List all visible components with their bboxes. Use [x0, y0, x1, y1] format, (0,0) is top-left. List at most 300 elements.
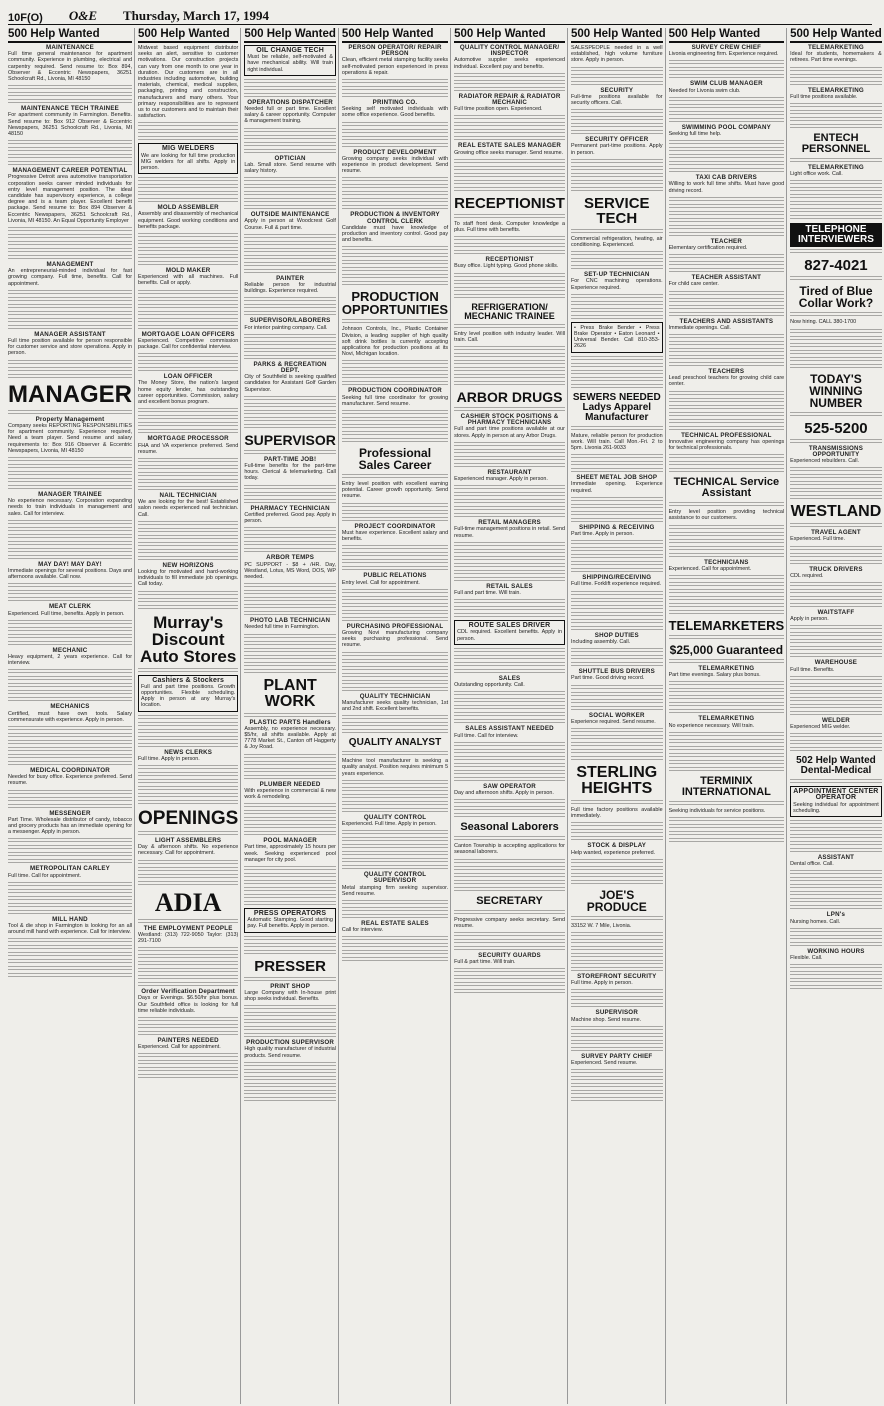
ad-body-text-lines: [571, 742, 663, 748]
ad-body-text-lines: [454, 806, 565, 812]
ad-body-text-lines: [454, 939, 565, 945]
ad-body-text-lines: [790, 683, 882, 689]
classified-ad: [8, 648, 132, 667]
ad-body-text-lines: [790, 697, 882, 703]
ad-body-text-lines: [342, 253, 448, 259]
ad-body-text-lines: [138, 521, 238, 527]
ad-body-text-lines: [342, 729, 448, 735]
ad-heading: TAXI CAB DRIVERS: [695, 174, 757, 182]
classified-ad: [790, 319, 882, 325]
ad-body-text-lines: [454, 513, 565, 519]
ad-body-text-lines: [138, 860, 238, 866]
ad-body-text-lines: [138, 722, 238, 728]
ad-body: Clean, efficient metal stamping facility seeks self-motivated person experienced in press operations & repair.: [341, 57, 449, 76]
ad-body: Dental office. Call.: [790, 861, 834, 868]
classified-ad: [244, 45, 336, 76]
classified-ad: [8, 768, 132, 787]
ad-body-text-lines: [8, 471, 132, 477]
ad-heading: ASSISTANT: [817, 854, 855, 862]
ad-body-text-lines: [571, 939, 663, 945]
ad-body-text-lines: [342, 566, 448, 572]
ad-body-text-lines: [669, 753, 785, 759]
ad-body-text-lines: [8, 733, 132, 739]
ad-body-text-lines: [138, 881, 238, 887]
ad-body-text-lines: [8, 161, 132, 167]
section-heading: 500 Help Wanted: [571, 28, 663, 43]
ad-body-text-lines: [342, 943, 448, 949]
ad-body: Experienced manager. Apply in person.: [454, 476, 548, 483]
ad-body-text-lines: [8, 590, 132, 596]
ad-body-text-lines: [571, 685, 663, 691]
ad-body-text-lines: [138, 360, 238, 366]
ad-body-text-lines: [571, 540, 663, 546]
ad-body-text-lines: [342, 417, 448, 423]
ad-body-text-lines: [454, 691, 565, 697]
ad-body-text-lines: [454, 742, 565, 748]
ad-body: Full time position open. Experienced.: [454, 106, 543, 113]
ad-body-text-lines: [138, 743, 238, 749]
ad-body-text-lines: [454, 129, 565, 135]
ad-body-text-lines: [669, 610, 785, 616]
ad-body-text-lines: [8, 374, 132, 380]
ad-body-text-lines: [790, 343, 882, 349]
ad-body-text-lines: [8, 85, 132, 91]
classified-ad: [244, 276, 336, 295]
ad-heading: SOCIAL WORKER: [588, 711, 645, 719]
ad-body-text-lines: [454, 910, 565, 916]
ad-body-text-lines: [669, 104, 785, 110]
display-ad-headline: PRODUCTION OPPORTUNITIES: [341, 289, 449, 318]
ad-body-text-lines: [8, 154, 132, 160]
ad-body: Machine tool manufacturer is seeking a quality analyst. Position requires minimum 5 years experience.: [341, 758, 449, 777]
ad-heading: MAY DAY! MAY DAY!: [38, 560, 102, 568]
ad-body-text-lines: [669, 291, 785, 297]
section-heading: 500 Help Wanted: [790, 28, 882, 43]
ad-body: Growing office seeks manager. Send resume.: [454, 149, 564, 156]
ad-body-text-lines: [244, 1005, 336, 1011]
ad-body: Must have experience. Excellent salary and benefits.: [341, 529, 449, 543]
ad-body-text-lines: [454, 360, 565, 366]
classified-ad: [244, 362, 336, 393]
ad-body-text-lines: [790, 439, 882, 445]
display-ad-headline: Murray's Discount Auto Stores: [139, 612, 237, 666]
ad-heading: NAIL TECHNICIAN: [159, 491, 217, 499]
ad-heading: WAITSTAFF: [817, 609, 855, 617]
classified-ad: [138, 205, 238, 230]
ad-heading: TELEMARKETING: [808, 86, 864, 94]
classified-ad: [790, 45, 882, 64]
classified-ad: [571, 475, 663, 494]
ad-body-text-lines: [342, 603, 448, 609]
ad-body-text-lines: [342, 205, 448, 211]
ad-body-text-lines: [790, 653, 882, 659]
ad-body-text-lines: [342, 424, 448, 430]
classified-ad: [571, 633, 663, 645]
ad-body-text-lines: [138, 779, 238, 785]
ad-body-text-lines: [454, 506, 565, 512]
ad-body-text-lines: [138, 954, 238, 960]
classified-ad: [244, 506, 336, 525]
ad-body-text-lines: [571, 598, 663, 604]
classified-ad: [342, 100, 448, 119]
ad-body-text-lines: [342, 86, 448, 92]
ad-body-text-lines: [790, 312, 882, 318]
ad-body: Metal stamping firm seeking supervisor. Send resume.: [341, 884, 449, 897]
ad-body-text-lines: [8, 669, 132, 675]
classified-ad: [8, 704, 132, 723]
ad-body-text-lines: [454, 669, 565, 675]
classified-ad: [790, 786, 882, 817]
ad-heading: SURVEY PARTY CHIEF: [581, 1052, 653, 1060]
ad-body-text-lines: [244, 1012, 336, 1018]
ad-body-text-lines: [342, 794, 448, 800]
ad-body: Entry level position providing technical assistance to our customers.: [668, 509, 785, 522]
ad-body-text-lines: [454, 166, 565, 172]
ad-heading: PRINT SHOP: [270, 982, 311, 990]
ad-body-text-lines: [790, 329, 882, 335]
ad-body-text-lines: [138, 311, 238, 317]
ad-body: Permanent part-time positions. Apply in person.: [570, 143, 663, 156]
ad-body-text-lines: [454, 777, 565, 783]
ad-body-text-lines: [342, 722, 448, 728]
ad-body: Innovative engineering company has openings for technical professionals.: [668, 438, 785, 452]
ad-body: The Money Store, the nation's largest home equity lender, has outstanding career opportunities. Commission, salary and excellent bonus program.: [138, 380, 239, 406]
ad-body: Lab. Small store. Send resume with salary history.: [244, 161, 336, 175]
ad-body-text-lines: [454, 273, 565, 279]
ad-body-text-lines: [571, 655, 663, 661]
ad-body-text-lines: [244, 541, 336, 547]
ad-body-text-lines: [8, 597, 132, 603]
ad-body-text-lines: [8, 241, 132, 247]
classified-ad: [454, 917, 565, 929]
ad-body-text-lines: [342, 858, 448, 864]
ad-body-text-lines: [669, 532, 785, 538]
ad-body-text-lines: [571, 692, 663, 698]
display-ad-headline: TECHNICAL Service Assistant: [673, 476, 780, 500]
ad-body-text-lines: [8, 311, 132, 317]
ad-body-text-lines: [244, 590, 336, 596]
ad-body-text-lines: [454, 975, 565, 981]
ad-body-text-lines: [669, 405, 785, 411]
ad-heading: PAINTERS NEEDED: [157, 1036, 219, 1044]
classified-ad: [342, 150, 448, 175]
ad-heading: TEACHERS AND ASSISTANTS: [679, 317, 774, 325]
ad-body-text-lines: [342, 267, 448, 273]
ad-heading: QUALITY CONTROL MANAGER/ INSPECTOR: [459, 44, 560, 58]
ad-body-text-lines: [342, 184, 448, 190]
ad-body-text-lines: [571, 829, 663, 835]
ad-body: Now hiring. CALL 380-1700: [790, 319, 857, 326]
ad-body-text-lines: [669, 468, 785, 474]
ad-body: Full time. Apply in person.: [570, 980, 633, 987]
ad-body-text-lines: [454, 749, 565, 755]
ad-body-text-lines: [138, 1031, 238, 1037]
classified-ad: [571, 1054, 663, 1066]
ad-body-text-lines: [138, 184, 238, 190]
ad-body: No experience necessary. Corporation expanding needs to train individuals in management and sales. Call for interview.: [8, 498, 132, 517]
ad-body-text-lines: [244, 534, 336, 540]
ad-body-text-lines: [342, 246, 448, 252]
ad-body-text-lines: [342, 552, 448, 558]
ad-body-text-lines: [790, 117, 882, 123]
classified-ad: [454, 45, 565, 70]
ad-body-text-lines: [342, 957, 448, 963]
ad-body-text-lines: [244, 943, 336, 949]
ad-heading: QUALITY TECHNICIAN: [359, 692, 431, 700]
ad-body-text-lines: [342, 474, 448, 480]
ad-body-text-lines: [244, 548, 336, 554]
ad-body-text-lines: [138, 605, 238, 611]
ad-body-text-lines: [8, 959, 132, 965]
ad-body-text-lines: [571, 989, 663, 995]
ad-body-text-lines: [342, 274, 448, 280]
ad-body-text-lines: [138, 177, 238, 183]
ad-body-text-lines: [571, 1090, 663, 1096]
display-ad-headline: PLANT WORK: [263, 676, 317, 710]
ad-body-text-lines: [790, 412, 882, 418]
classified-ad: [244, 838, 336, 863]
ad-body-text-lines: [790, 124, 882, 130]
ad-body-text-lines: [342, 503, 448, 509]
ad-body-text-lines: [244, 803, 336, 809]
ad-body-text-lines: [669, 391, 785, 397]
display-ad-headline: RECEPTIONIST: [454, 194, 565, 212]
ad-body-text-lines: [790, 596, 882, 602]
ad-body: Machine shop. Send resume.: [570, 1016, 642, 1023]
ad-heading: REAL ESTATE SALES: [361, 919, 429, 927]
ad-body-text-lines: [571, 377, 663, 383]
classified-column: [8, 28, 135, 1404]
ad-body-text-lines: [342, 360, 448, 366]
classified-ad: [669, 45, 785, 57]
ad-heading: PART-TIME JOB!: [264, 455, 317, 463]
ad-body: Tool & die shop in Farmington is looking for an all around mill hand with experience. Call for interview.: [8, 922, 132, 936]
ad-body-text-lines: [138, 556, 238, 562]
ad-body-text-lines: [454, 770, 565, 776]
ad-body-text-lines: [571, 67, 663, 73]
display-ad-headline: TERMINIX INTERNATIONAL: [681, 774, 771, 798]
ad-body-text-lines: [8, 234, 132, 240]
ad-heading: ARBOR TEMPS: [266, 554, 315, 562]
classified-ad: [342, 624, 448, 649]
ad-body: Mature, reliable person for production work. Will train. Call Mon.-Fri. 2 to 5pm. Livonia 261-9033: [570, 432, 663, 452]
ad-heading: MANAGEMENT CAREER POTENTIAL: [12, 167, 128, 175]
ad-body-text-lines: [244, 410, 336, 416]
classified-ad: [342, 758, 448, 777]
ad-body-text-lines: [138, 290, 238, 296]
ad-body-text-lines: [8, 464, 132, 470]
ad-body-text-lines: [244, 597, 336, 603]
classified-ad: [244, 1040, 336, 1059]
ad-body-text-lines: [571, 173, 663, 179]
ad-body-text-lines: [571, 1097, 663, 1103]
ad-body: Full time factory positions available immediately.: [570, 806, 663, 820]
classified-ad: [571, 322, 663, 353]
ad-heading: SHEET METAL JOB SHOP: [576, 474, 658, 482]
ad-body: Seeking individual for appointment scheduling.: [793, 801, 879, 814]
ad-body-text-lines: [342, 914, 448, 920]
ad-heading: SURVEY CREW CHIEF: [691, 44, 762, 51]
ad-body: Day & afternoon shifts. No experience necessary. Call for appointment.: [138, 844, 239, 857]
ad-body-text-lines: [669, 767, 785, 773]
ad-heading: OPERATIONS DISPATCHER: [247, 98, 333, 106]
ad-body: Manufacturer seeks quality technician, 1st and 2nd shift. Excellent benefits.: [341, 699, 449, 712]
display-ad-headline: TELEMARKETERS: [668, 618, 785, 634]
display-ad-headline: TODAY'S WINNING NUMBER: [809, 371, 863, 410]
ad-heading: MANAGER TRAINEE: [38, 490, 102, 498]
ad-body-text-lines: [244, 297, 336, 303]
classified-ad: [8, 417, 132, 454]
ad-body-text-lines: [8, 896, 132, 902]
ad-body-text-lines: [244, 775, 336, 781]
ad-body-text-lines: [669, 261, 785, 267]
ad-body-text-lines: [454, 836, 565, 842]
ad-body-text-lines: [138, 136, 238, 142]
ad-body: Nursing homes. Call.: [790, 918, 841, 925]
ad-heading: MAINTENANCE: [46, 44, 94, 51]
ad-body-text-lines: [342, 780, 448, 786]
ad-body-text-lines: [571, 591, 663, 597]
ad-body: Call for interview.: [341, 927, 383, 934]
ad-body-text-lines: [571, 735, 663, 741]
classified-ad: [8, 45, 132, 82]
ad-heading: WELDER: [821, 716, 850, 724]
ad-body-text-lines: [342, 191, 448, 197]
ad-body: Outstanding opportunity. Call.: [454, 682, 525, 689]
ad-body-text-lines: [669, 454, 785, 460]
ad-body-text-lines: [454, 880, 565, 886]
ad-body-text-lines: [138, 254, 238, 260]
ad-body: Full-time management positions in retail. Send resume.: [454, 526, 565, 539]
ad-body-text-lines: [571, 706, 663, 712]
classified-ad: [8, 562, 132, 581]
ad-body: High quality manufacturer of industrial products. Send resume.: [244, 1046, 336, 1059]
ad-body-text-lines: [244, 1090, 336, 1096]
ad-heading: TECHNICIANS: [704, 558, 749, 566]
ad-heading: MORTGAGE PROCESSOR: [147, 435, 229, 443]
ad-body-text-lines: [454, 946, 565, 952]
ad-body-text-lines: [342, 374, 448, 380]
ad-body: Entry level position with industry leader. Will train. Call.: [454, 330, 565, 343]
ad-body-text-lines: [244, 950, 336, 956]
ad-body-text-lines: [790, 495, 882, 501]
ad-heading: QUALITY CONTROL: [363, 813, 427, 821]
classified-ad: [790, 446, 882, 465]
ad-body-text-lines: [669, 596, 785, 602]
ad-body-text-lines: [8, 297, 132, 303]
ad-body-text-lines: [454, 250, 565, 256]
classified-ad: [8, 106, 132, 137]
display-ad-headline: ARBOR DRUGS: [456, 389, 563, 406]
ad-body-text-lines: [669, 831, 785, 837]
classified-ad: [342, 388, 448, 407]
classified-ad: [138, 750, 238, 762]
ad-body-text-lines: [138, 947, 238, 953]
ad-body: Full time. Apply in person.: [138, 755, 200, 762]
classified-ad: [571, 843, 663, 855]
ad-body-text-lines: [138, 191, 238, 197]
ad-body-text-lines: [454, 442, 565, 448]
classified-ad: [244, 720, 336, 751]
ad-body-text-lines: [571, 836, 663, 842]
ad-body-text-lines: [342, 559, 448, 565]
display-ad-headline: SUPERVISOR: [244, 431, 336, 448]
ad-body: Experienced. Call for appointment.: [668, 565, 752, 572]
ad-body-text-lines: [571, 1076, 663, 1082]
ad-body: Heavy equipment, 2 years experience. Call for interview.: [8, 653, 132, 667]
classified-ad: [138, 563, 238, 588]
ad-body-text-lines: [790, 180, 882, 186]
ad-body-text-lines: [669, 681, 785, 687]
ad-body-text-lines: [244, 894, 336, 900]
ad-body: Part Time. Wholesale distributor of candy, tobacco and grocery products has an immediate opening for a messenger. Apply in person.: [8, 816, 132, 836]
display-ad-headline: SECRETARY: [476, 894, 543, 907]
ad-body: Full time. Forklift experience required.: [570, 581, 662, 588]
ad-body-text-lines: [454, 449, 565, 455]
ad-heading: METROPOLITAN CARLEY: [30, 865, 110, 873]
ad-body-text-lines: [342, 851, 448, 857]
ad-body-text-lines: [8, 797, 132, 803]
ad-body-text-lines: [454, 294, 565, 300]
display-ad-headline: REFRIGERATION/ MECHANIC TRAINEE: [464, 301, 555, 321]
ad-body-text-lines: [138, 247, 238, 253]
ad-body-text-lines: [342, 787, 448, 793]
ad-body-text-lines: [571, 308, 663, 314]
ad-heading: CASHIER STOCK POSITIONS & PHARMACY TECHNICIANS: [460, 413, 559, 427]
ad-heading: PROJECT COORDINATOR: [354, 522, 436, 530]
ad-body-text-lines: [790, 589, 882, 595]
ad-body-text-lines: [571, 504, 663, 510]
ad-body-text-lines: [138, 542, 238, 548]
ad-body: Apply in person at Woodcrest Golf Course. Full & part time.: [244, 218, 336, 231]
classified-ad: [138, 436, 238, 455]
ad-body-text-lines: [244, 492, 336, 498]
ad-heading: PRODUCTION COORDINATOR: [348, 387, 442, 395]
ad-heading: PURCHASING PROFESSIONAL: [346, 622, 444, 630]
classified-ad: [454, 94, 565, 113]
ad-body-text-lines: [571, 1083, 663, 1089]
ad-body-text-lines: [571, 800, 663, 806]
ad-body-text-lines: [138, 800, 238, 806]
classified-ad: [454, 520, 565, 539]
ad-body: Full time general maintenance for apartment community. Experience in plumbing, electrical and carpentry required. Send resume to: Box 894, Observer & Eccentric Newspapers, 36251 Schoolcraft Rd., Livonia, MI 48150: [8, 51, 132, 83]
ad-body: An entrepreneurial-minded individual for fast growing company. Full time, benefits. Call for appointment.: [8, 268, 132, 287]
classified-ad: [571, 807, 663, 819]
ad-heading: MEAT CLERK: [48, 603, 92, 611]
ad-body-text-lines: [138, 831, 238, 837]
ad-body-text-lines: [244, 1062, 336, 1068]
ad-body-text-lines: [790, 560, 882, 566]
ad-body-text-lines: [454, 287, 565, 293]
ad-body: Certified, must have own tools. Salary commensurate with experience. Apply in person.: [8, 710, 132, 723]
ad-body-text-lines: [790, 276, 882, 282]
ad-body: Needed for Livonia swim club.: [668, 87, 741, 94]
ad-body: Looking for motivated and hard-working individuals to fill immediate job openings. Call today.: [138, 568, 239, 588]
ad-body-text-lines: [8, 318, 132, 324]
display-ad-headline: SEWERS NEEDED Ladys Apparel Manufacturer: [572, 391, 661, 423]
ad-body: Immediate opening. Experience required.: [570, 481, 663, 494]
ad-body-text-lines: [454, 87, 565, 93]
classified-ad: [669, 125, 785, 137]
ad-body-text-lines: [790, 779, 882, 785]
ad-body: Seeking full time help.: [668, 131, 722, 138]
ad-body-text-lines: [571, 953, 663, 959]
ad-body-text-lines: [571, 258, 663, 264]
ad-heading: PUBLIC RELATIONS: [363, 572, 427, 580]
ad-body-text-lines: [342, 93, 448, 99]
ad-body-text-lines: [571, 873, 663, 879]
ad-body-text-lines: [8, 410, 132, 416]
